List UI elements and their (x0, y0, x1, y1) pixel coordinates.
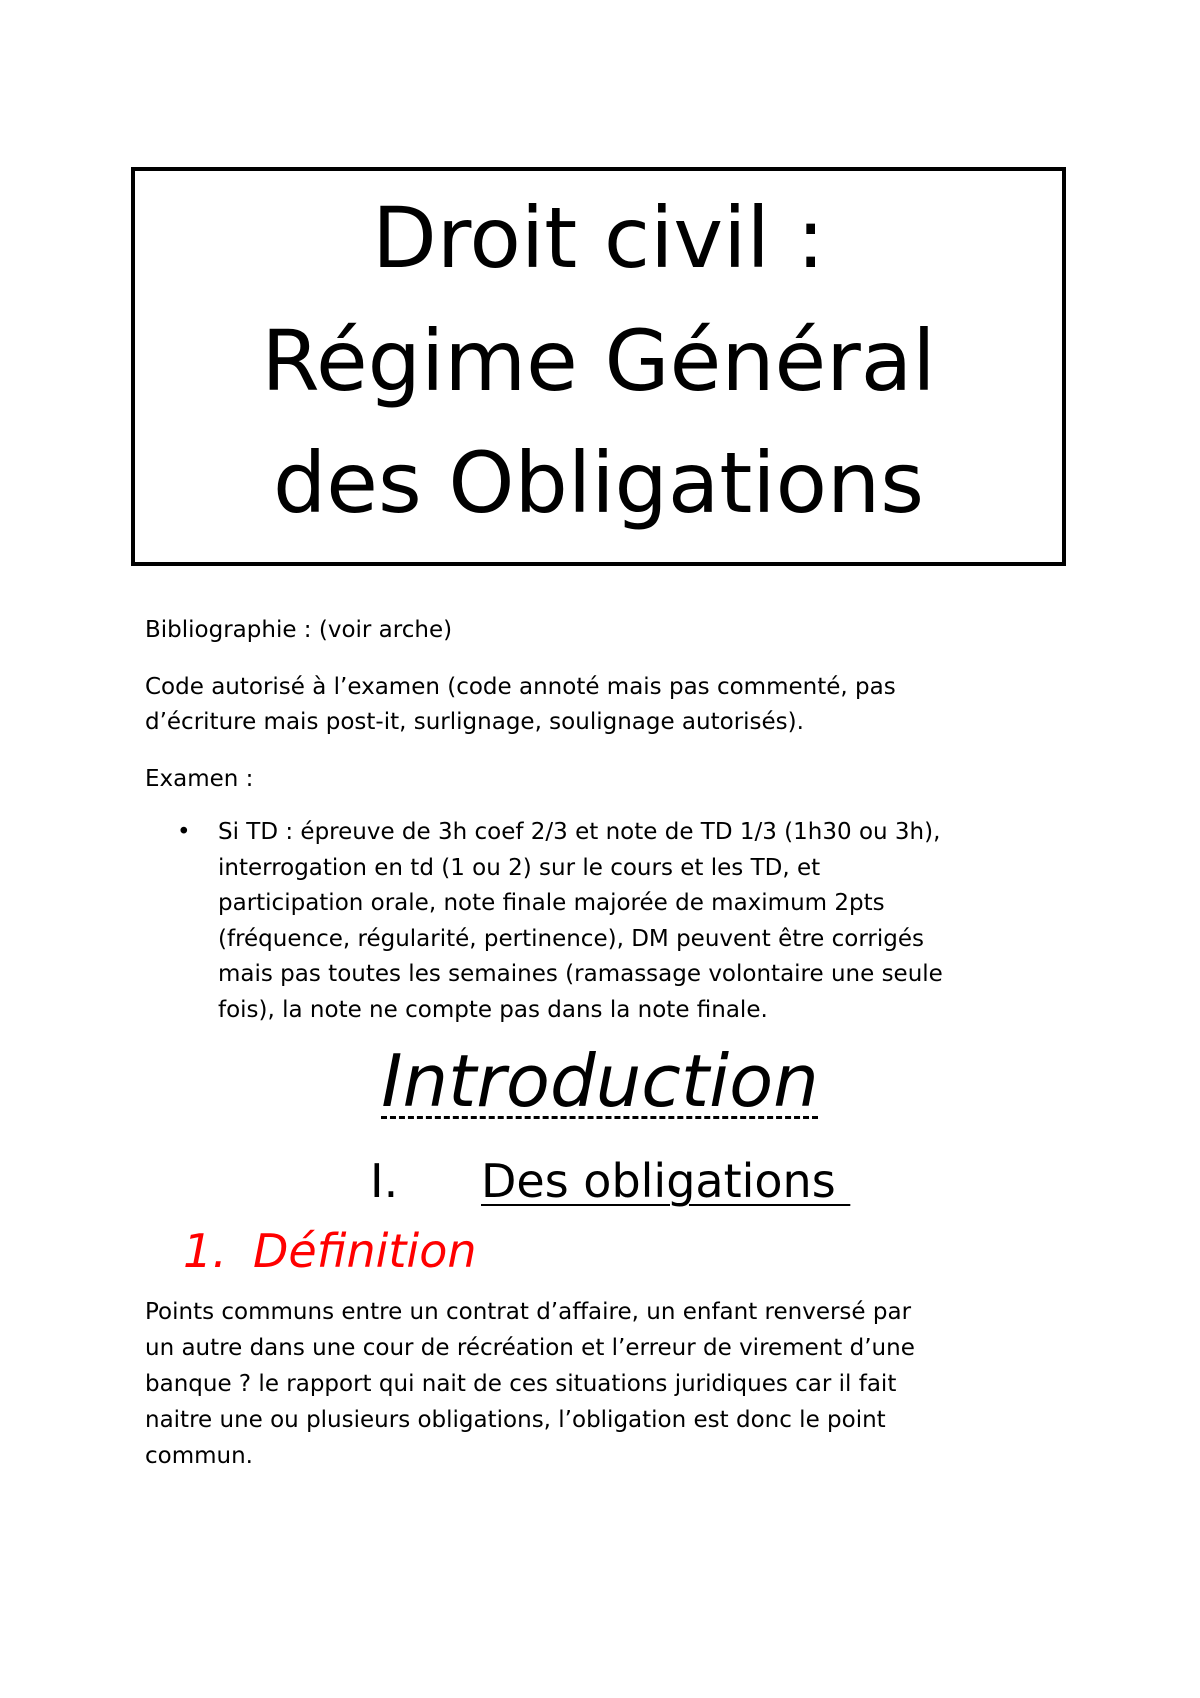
bullet-line: interrogation en td (1 ou 2) sur le cours et les TD, et (218, 854, 821, 881)
title-box (131, 167, 1066, 566)
exam-label: Examen : (145, 766, 254, 792)
title-line-3: des Obligations (272, 434, 925, 532)
section-title: Des obligations (481, 1154, 851, 1208)
code-note-line-1: Code autorisé à l’examen (code annoté mais pas commenté, pas (145, 674, 896, 700)
body-line: naitre une ou plusieurs obligations, l’obligation est donc le point (145, 1407, 886, 1433)
body-line: commun. (145, 1443, 253, 1469)
title-line-1: Droit civil : (372, 189, 825, 287)
bibliography-line: Bibliographie : (voir arche) (145, 617, 453, 643)
body-line: Points communs entre un contrat d’affaire, un enfant renversé par (145, 1299, 912, 1325)
title-line-2: Régime Général (261, 312, 936, 410)
section-number: I. (370, 1154, 399, 1208)
subsection-number: 1. (183, 1224, 227, 1278)
bullet-line: participation orale, note finale majorée de maximum 2pts (218, 890, 885, 916)
body-paragraph (145, 1294, 915, 1474)
bullet-line: mais pas toutes les semaines (ramassage volontaire une seule (218, 961, 943, 987)
bullet-line: Si TD : épreuve de 3h coef 2/3 et note de TD 1/3 (1h30 ou 3h), (218, 819, 941, 845)
bullet-line: fois), la note ne compte pas dans la note finale. (218, 996, 768, 1023)
code-note-line-2: d’écriture mais post-it, surlignage, soulignage autorisés). (145, 709, 804, 735)
bullet-line: (fréquence, régularité, pertinence), DM peuvent être corrigés (218, 925, 924, 952)
body-line: banque ? le rapport qui nait de ces situations juridiques car il fait (145, 1371, 897, 1397)
subsection-title: Définition (253, 1224, 477, 1278)
body-line: un autre dans une cour de récréation et l’erreur de virement d’une (145, 1335, 915, 1361)
exam-bullet-text (218, 815, 943, 1028)
intro-heading-wrap (0, 1039, 1200, 1123)
bullet-marker: • (177, 819, 191, 845)
intro-heading: Introduction (381, 1039, 819, 1123)
